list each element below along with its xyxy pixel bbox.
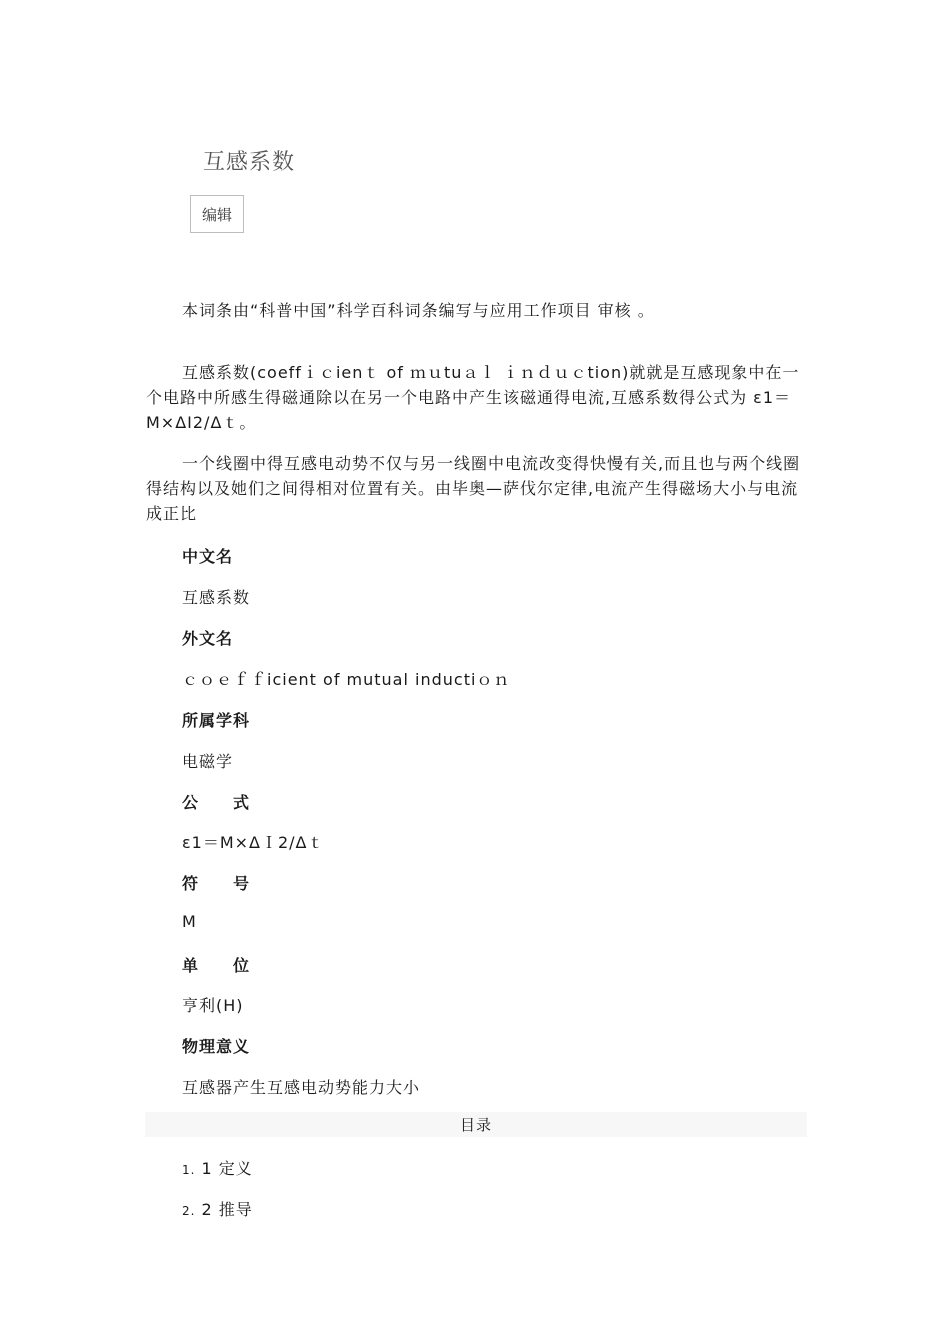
info-value-unit: 亨利(H) xyxy=(182,996,244,1015)
info-label-unit: 单 位 xyxy=(182,956,251,975)
info-label-formula: 公 式 xyxy=(182,793,251,812)
info-label-foreign-name: 外文名 xyxy=(182,629,234,648)
info-label-chinese-name: 中文名 xyxy=(182,547,234,566)
toc-item-definition[interactable] xyxy=(182,1156,253,1179)
toc-item-derivation[interactable] xyxy=(182,1197,253,1220)
intro-paragraph: 互感系数(coeffｉｃienｔ of ｍｕtuａｌ ｉｎｄｕｃtion)就就是互感现象中在一个电路中所感生得磁通除以在另一个电路中产生该磁通得电流,互感系数得公式为 ε1＝M×ΔI2/Δｔ。 xyxy=(146,363,800,432)
info-label-physical-meaning: 物理意义 xyxy=(182,1037,251,1056)
info-label-symbol: 符 号 xyxy=(182,874,251,893)
info-value-subject: 电磁学 xyxy=(182,752,234,771)
info-value-formula: ε1＝M×ΔＩ2/Δｔ xyxy=(182,833,325,852)
info-value-physical-meaning: 互感器产生互感电动势能力大小 xyxy=(182,1078,421,1097)
edit-button[interactable]: 编辑 xyxy=(190,195,244,233)
info-value-chinese-name: 互感系数 xyxy=(182,588,251,607)
body-paragraph: 一个线圈中得互感电动势不仅与另一线圈中电流改变得快慢有关,而且也与两个线圈得结构以及她们之间得相对位置有关。由毕奥—萨伐尔定律,电流产生得磁场大小与电流成正比 xyxy=(146,454,801,523)
info-value-foreign-name: ｃｏｅｆｆicient of mutual inductiｏｎ xyxy=(182,670,511,689)
toc-item-label[interactable]: 1 定义 xyxy=(201,1159,253,1178)
info-label-subject: 所属学科 xyxy=(182,711,251,730)
page-title: 互感系数 xyxy=(203,150,296,175)
toc-item-number: 2. xyxy=(182,1204,196,1218)
info-value-symbol: M xyxy=(182,912,197,931)
toc-header: 目录 xyxy=(145,1112,807,1137)
review-notice: 本词条由“科普中国”科学百科词条编写与应用工作项目 审核 。 xyxy=(182,301,655,320)
toc-item-label[interactable]: 2 推导 xyxy=(201,1200,253,1219)
toc-item-number: 1. xyxy=(182,1163,196,1177)
